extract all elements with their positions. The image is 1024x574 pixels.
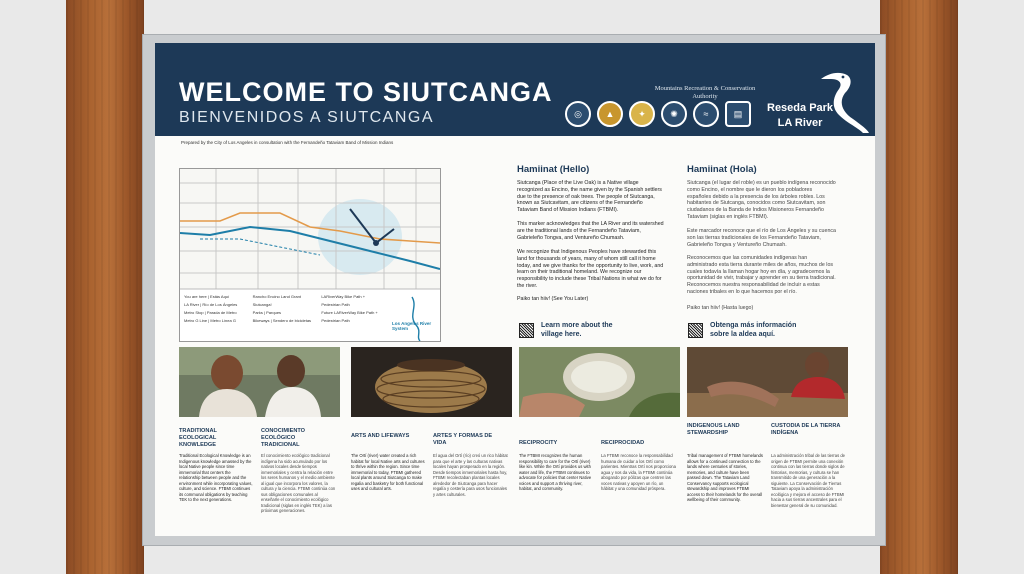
bird-seal-icon: ✦ [629, 101, 655, 127]
legend-item: Parks | Parques [252, 310, 282, 315]
english-paragraph-1: Siutcanga (Place of the Live Oak) is a Native village recognized as Encino, the name given by the Spanish settlers due to the presence of oak trees. The people of Siutcanga, known as Siutcavitam, are citizens of the Fernandeño Tataviam Band of Mission Indians (FTBMI). [517, 180, 662, 214]
section-title: CONOCIMIENTO ECOLÓGICO TRADICIONAL [261, 428, 306, 448]
legend-item: Siutcanga! [252, 302, 272, 307]
legend-item: You are here | Estás Aquí [184, 294, 230, 299]
section-title: RECIPROCITY [519, 440, 558, 446]
partner-logos [565, 101, 751, 127]
section-text: La administración tribal de las tierras de origen de FTBMI permite una conexión continua con las tierras donde siglos de historias, memorias, y cultura se han transmitido de una generación a la siguiente. La Conservación de Tierras Tataviam apoya la administración ecológica y mejora el acceso de FTBMI hacia a sus tierras ancestrales para el bienestar general de su comunidad. [771, 453, 846, 508]
legend-item: Future LARiverWay Bike Path + Pedestrian Path [321, 310, 378, 323]
wood-post-left [66, 0, 144, 574]
photo-stewardship [687, 347, 848, 417]
section-text: Traditional Ecological Knowledge is an Indigenous knowledge amassed by the local Native people since time immemorial that centers the relationship between people and the environment while incorporating values, culture, and science. FTBMI continues its communal obligations by teaching TEK to the next generations. [179, 453, 253, 502]
legend-item: LARiverWay Bike Path + Pedestrian Path [321, 294, 366, 307]
section-title: CUSTODIA DE LA TIERRA INDÍGENA [771, 423, 841, 436]
english-paragraph-2: This marker acknowledges that the LA River and its watershed are the traditional lands of the Fernandeño Tataviam, Gabrieleño Tongva, and Ventureño Chumash. [517, 221, 664, 241]
qr-code-english[interactable] [519, 323, 534, 338]
spanish-paragraph-1: Siutcanga (el lugar del roble) es un pueblo indígena reconocido como Encino, el nombre que le dieron los pobladores españoles debido a la presencia de los árboles robles. Los habitantes de Siutcanga, conocidos como Siutcavitam, son ciudadanos de la Banda de Indios Misioneros Fernandeño Tataviam (siglas en inglés FTBMI). [687, 180, 836, 220]
photo-plants [519, 347, 680, 417]
section-text: The FTBMI recognizes the human responsibility to care for the Ortí (river) like kin. While the Ortí provides us with water and life, the FTBMI continues to advocate for policies that center Native voices and support a thriving river, habitat, and community. [519, 453, 592, 491]
section-title: RECIPROCIDAD [601, 440, 645, 446]
qr-code-spanish[interactable] [688, 323, 703, 338]
section-text: El agua del Ortí (río) creó un rico hábitat para que el arte y las culturas nativas locales hayan prosperado en la región. Desde tiempos inmemoriales hasta hoy, FTBMI recolectaban plantas locales alrededor de Siutcanga para hacer regalía y cestería para usos funcionales y artes culturales. [433, 453, 508, 497]
river-system-label: Los Angeles River System [392, 321, 432, 331]
photo-basket [351, 347, 512, 417]
park-name-line1: Reseda Park [767, 102, 834, 114]
qr-label-english: Learn more about the village here. [541, 322, 613, 338]
english-paragraph-4: Paiko tan hiiv! (See You Later) [517, 296, 589, 302]
qr-label-spanish: Obtenga más información sobre la aldea aquí. [710, 322, 797, 338]
section-text: The Ortí (river) water created a rich habitat for local Native arts and cultures to thrive within the region. Since time immemorial to today, FTBMI gathered local plants around Siutcanga to make regalia and basketry for both functional uses and cultural arts. [351, 453, 425, 491]
title-english: WELCOME TO SIUTCANGA [179, 77, 553, 107]
area-map [179, 168, 441, 342]
english-paragraph-3: We recognize that Indigenous Peoples have stewarded this land for thousands of years, many of whom still call it home today, and we give thanks for the opportunity to live, work, and learn on their traditional homeland. We recognize our responsibility to include these Tribal Nations in what we do for the river. [517, 249, 664, 289]
photo-people [179, 347, 340, 417]
mrca-logo-icon: ▤ [725, 101, 751, 127]
section-text: El conocimiento ecológico tradicional indígena ha sido acumulado por los nativos locales desde tiempos inmemoriales y centra la relación entre los seres humanos y el medio ambiente al igual que incorpora los valores, la cultura y la ciencia. FTBMI continúa con sus obligaciones comunales al enseñarle el conocimiento ecológico tradicional (siglas en inglés TEK) a las próximas generaciones. [261, 453, 336, 513]
prepared-by-note: Prepared by the City of Los Angeles in consultation with the Fernandeño Tataviam Band of Mission Indians [181, 140, 394, 145]
legend-item: Rancho Encino Land Grant [252, 294, 301, 299]
wood-post-right [880, 0, 958, 574]
legend-item: LA River | Río de Los Ángeles [184, 302, 238, 307]
legend-item: Bikeways | Sendero de bicicletas [252, 318, 312, 323]
spanish-paragraph-4: Paiko tan hiiv! (Hasta luego) [687, 305, 754, 311]
map-legend [184, 293, 384, 325]
section-text: Tribal management of FTBMI homelands allows for a continued connection to the lands where centuries of stories, memories, and culture have been passed down. The Tataviam Land Conservancy supports ecological stewardship and improves FTBMI access to their homelands for the overall wellbeing of their community. [687, 453, 763, 502]
english-heading: Hamiinat (Hello) [517, 164, 590, 175]
section-title: TRADITIONAL ECOLOGICAL KNOWLEDGE [179, 428, 217, 448]
heron-icon [819, 69, 871, 135]
legend-item: Metro G Line | Metro Línea G [184, 318, 236, 323]
spanish-paragraph-3: Reconocemos que las comunidades indígenas han administrado esta tierra durante miles de años, muchos de los cuales todavía la llaman hogar hoy en día, y agradecemos la oportunidad de vivir, trabajar y aprender en su tierra tradicional. Reconocemos nuestra responsabilidad de incluir a estas naciones tribales en lo que hacemos por el río. [687, 255, 836, 295]
section-text: La FTBMI reconoce la responsabilidad humana de cuidar a los Ortí como parientes. Mientras Ortí nos proporciona agua y nos da vida, la FTBMI continúa abogando por pólizas que centren las voces nativas y apoyen un río, un hábitat y una comunidad próspera. [601, 453, 676, 491]
mrca-label: Mountains Recreation & Conservation Authority [654, 85, 756, 100]
title-spanish: BIENVENIDOS A SIUTCANGA [179, 109, 434, 126]
section-title: INDIGENOUS LAND STEWARDSHIP [687, 423, 740, 436]
legend-item: Metro Stop | Parada de Metro [184, 310, 237, 315]
spanish-paragraph-2: Este marcador reconoce que el río de Los Ángeles y su cuenca son las tierras tradicionales de los Fernandeño Tataviam, Gabrieleño Tongva y Ventureño Chumash. [687, 228, 836, 248]
city-seal-icon: ◎ [565, 101, 591, 127]
county-seal-icon: ✺ [661, 101, 687, 127]
sign-board [155, 43, 875, 536]
section-title: ARTS AND LIFEWAYS [351, 433, 410, 439]
sign-header [155, 43, 875, 136]
section-title: ARTES Y FORMAS DE VIDA [433, 433, 493, 446]
tribal-seal-icon: ▲ [597, 101, 623, 127]
waves-logo-icon: ≈ [693, 101, 719, 127]
park-name-line2: LA River [777, 117, 823, 129]
spanish-heading: Hamiinat (Hola) [687, 164, 757, 175]
